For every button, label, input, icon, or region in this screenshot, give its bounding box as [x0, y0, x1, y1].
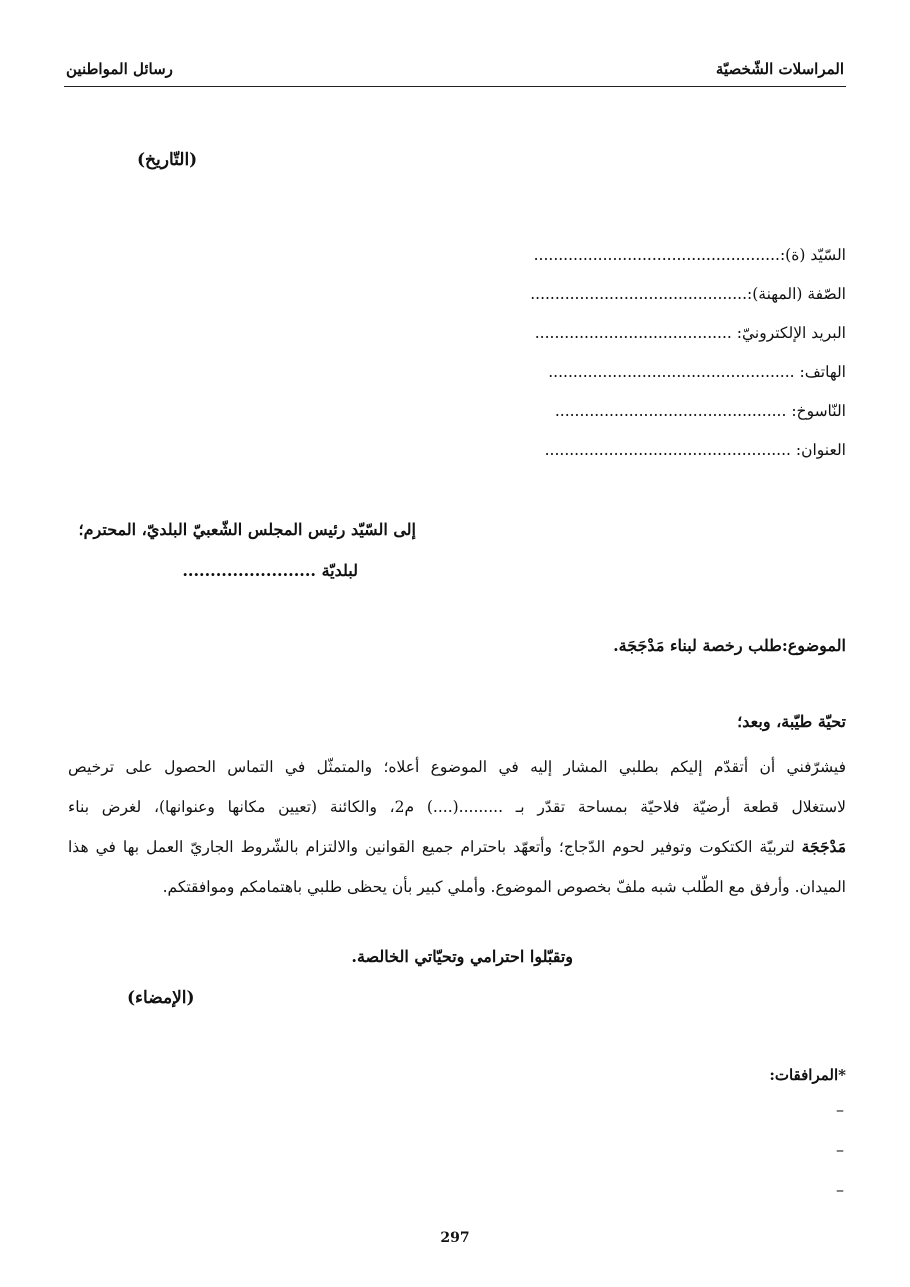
sender-profession-field: الصّفة (المهنة):............................................ [530, 285, 846, 303]
body-line-rest: لتربيّة الكتكوت وتوفير لحوم الدّجاج؛ وأتعهّد باحترام جميع القوانين والالتزام بالشّروط الجاريّ العمل بها في هذا [68, 838, 802, 856]
closing-line: وتقبّلوا احترامي وتحيّاتي الخالصة. [351, 947, 573, 966]
subject-line: الموضوع:طلب رخصة لبناء مَدْجَجَة. [613, 636, 846, 655]
sender-phone-field: الهاتف: .................................................. [548, 363, 846, 381]
recipient-municipality: لبلديّة ........................ [182, 561, 358, 580]
body-line: لاستغلال قطعة أرضيّة فلاحيّة بمساحة تقدّر بـ .........(....) م2، والكائنة (تعيين مكانها وعنوانها)، لغرض بناء [68, 798, 847, 816]
header-section-title: رسائل المواطنين [66, 60, 173, 78]
recipient-line: إلى السّيّد رئيس المجلس الشّعبيّ البلديّ، المحترم؛ [78, 520, 416, 539]
attachments-title: *المرافقات: [769, 1066, 846, 1084]
page-number: 297 [440, 1230, 470, 1246]
header-divider [64, 86, 846, 87]
letter-body [68, 747, 846, 907]
body-line [68, 827, 846, 867]
body-bold-term: مَدْجَجَة [801, 837, 846, 856]
sender-address-field: العنوان: .................................................. [544, 441, 846, 459]
date-label: (التّاريخ) [137, 150, 198, 170]
greeting: تحيّة طيّبة، وبعد؛ [737, 712, 846, 731]
attachment-item: – [836, 1100, 844, 1119]
sender-email-field: البريد الإلكترونيّ: ........................................ [534, 324, 846, 342]
attachment-item: – [836, 1180, 844, 1199]
signature-label: (الإمضاء) [127, 988, 195, 1008]
attachment-item: – [836, 1140, 844, 1159]
sender-name-field: السّيّد (ة):.................................................. [533, 246, 846, 264]
body-line: فيشرّفني أن أتقدّم إليكم بطلبي المشار إليه في الموضوع أعلاه؛ والمتمثّل في التماس الحصول على ترخيص [68, 758, 846, 776]
sender-fax-field: النّاسوخ: ............................................... [554, 402, 846, 420]
body-line: الميدان. وأرفق مع الطّلب شبه ملفّ بخصوص الموضوع. وأملي كبير بأن يحظى طلبي باهتمامكم وموافقتكم. [162, 878, 846, 896]
header-chapter-title: المراسلات الشّخصيّة [715, 60, 844, 78]
